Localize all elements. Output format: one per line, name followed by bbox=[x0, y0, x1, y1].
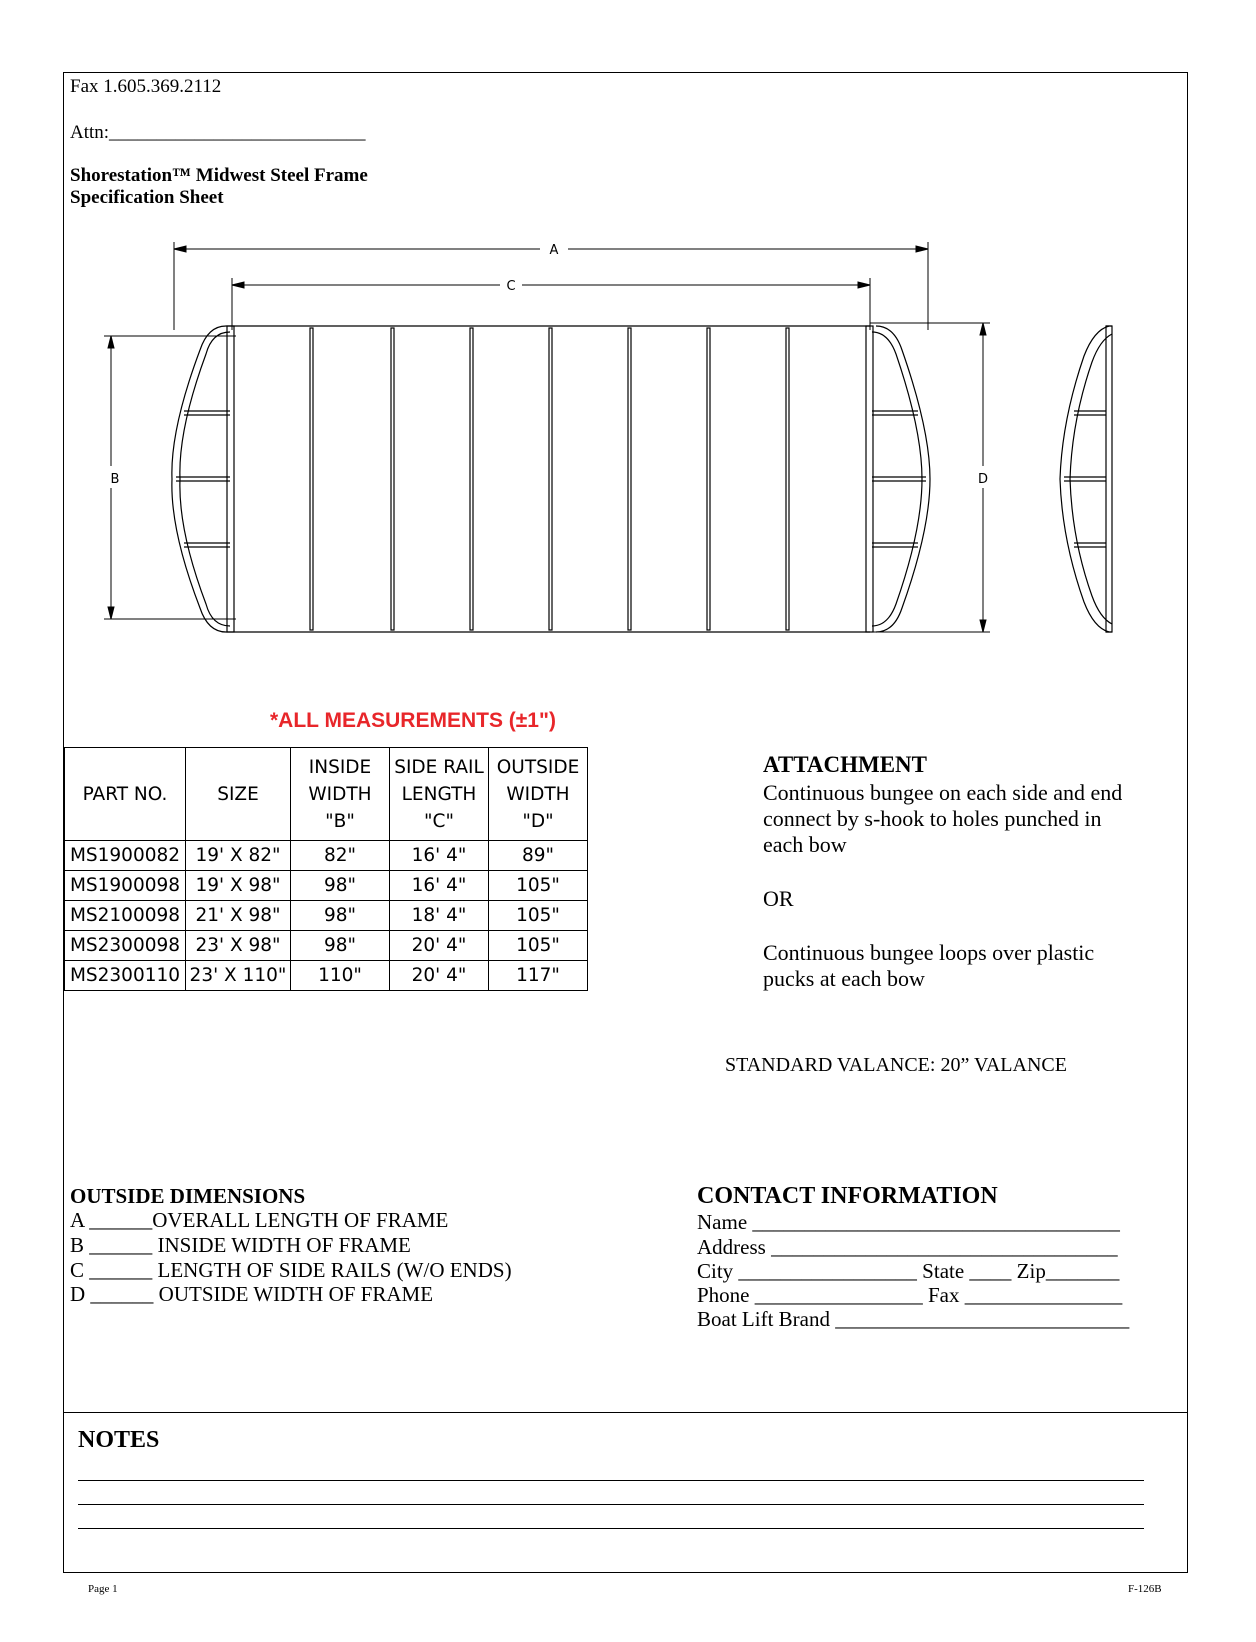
attn-field[interactable]: Attn:___________________________ bbox=[70, 122, 366, 143]
cell-outside-width: 89" bbox=[489, 841, 588, 871]
label-c: C bbox=[506, 279, 516, 294]
frame-top-view bbox=[172, 326, 930, 632]
cell-outside-width: 105" bbox=[489, 901, 588, 931]
title-line-2: Specification Sheet bbox=[70, 187, 224, 208]
cell-inside-width: 98" bbox=[291, 871, 390, 901]
dimension-c bbox=[232, 278, 870, 330]
contact-information-heading: CONTACT INFORMATION bbox=[697, 1183, 998, 1209]
form-code: F-126B bbox=[1128, 1583, 1162, 1595]
cell-side-rail-length: 18' 4" bbox=[390, 901, 489, 931]
contact-name-field[interactable]: Name ___________________________________ bbox=[697, 1210, 1120, 1234]
attachment-option-1: Continuous bungee on each side and end connect by s-hook to holes punched in each bow bbox=[763, 780, 1123, 857]
notes-line[interactable] bbox=[78, 1528, 1144, 1529]
label-d: D bbox=[977, 472, 989, 487]
cell-part-no: MS2300110 bbox=[65, 961, 186, 991]
attachment-option-2: Continuous bungee loops over plastic pucks at each bow bbox=[763, 940, 1095, 991]
col-header-side-rail-length: SIDE RAIL LENGTH "C" bbox=[390, 748, 489, 841]
cell-inside-width: 98" bbox=[291, 931, 390, 961]
measurement-tolerance-note: *ALL MEASUREMENTS (±1") bbox=[270, 709, 556, 732]
cell-size: 23' X 98" bbox=[186, 931, 291, 961]
cell-inside-width: 110" bbox=[291, 961, 390, 991]
contact-address-field[interactable]: Address _________________________________ bbox=[697, 1235, 1118, 1259]
table-row bbox=[65, 901, 588, 931]
notes-line[interactable] bbox=[78, 1480, 1144, 1481]
outside-dimensions-heading: OUTSIDE DIMENSIONS bbox=[70, 1184, 306, 1208]
cell-side-rail-length: 16' 4" bbox=[390, 871, 489, 901]
fax-number: Fax 1.605.369.2112 bbox=[70, 76, 222, 97]
cell-inside-width: 98" bbox=[291, 901, 390, 931]
title-line-1: Shorestation™ Midwest Steel Frame bbox=[70, 165, 368, 186]
page-number: Page 1 bbox=[88, 1583, 118, 1595]
spec-table bbox=[64, 747, 588, 991]
col-header-size: SIZE bbox=[186, 748, 291, 841]
notes-divider bbox=[63, 1412, 1188, 1413]
dimension-field-c[interactable]: C ______ LENGTH OF SIDE RAILS (W/O ENDS) bbox=[70, 1258, 512, 1282]
cell-outside-width: 117" bbox=[489, 961, 588, 991]
cell-size: 23' X 110" bbox=[186, 961, 291, 991]
contact-city-state-zip-field[interactable]: City _________________ State ____ Zip_______ bbox=[697, 1259, 1120, 1283]
cell-part-no: MS1900082 bbox=[65, 841, 186, 871]
cell-side-rail-length: 16' 4" bbox=[390, 841, 489, 871]
col-header-inside-width: INSIDE WIDTH "B" bbox=[291, 748, 390, 841]
dimension-field-a[interactable]: A ______OVERALL LENGTH OF FRAME bbox=[70, 1208, 449, 1232]
table-header-row bbox=[65, 748, 588, 841]
frame-drawing bbox=[0, 0, 1256, 700]
cell-outside-width: 105" bbox=[489, 871, 588, 901]
attachment-or: OR bbox=[763, 886, 794, 911]
cell-size: 19' X 98" bbox=[186, 871, 291, 901]
col-header-part-no: PART NO. bbox=[65, 748, 186, 841]
cell-inside-width: 82" bbox=[291, 841, 390, 871]
table-row bbox=[65, 871, 588, 901]
dimension-field-b[interactable]: B ______ INSIDE WIDTH OF FRAME bbox=[70, 1233, 411, 1257]
label-b: B bbox=[110, 472, 120, 487]
cell-side-rail-length: 20' 4" bbox=[390, 961, 489, 991]
notes-heading: NOTES bbox=[78, 1427, 160, 1453]
dimension-field-d[interactable]: D ______ OUTSIDE WIDTH OF FRAME bbox=[70, 1282, 434, 1306]
table-row bbox=[65, 931, 588, 961]
cell-part-no: MS1900098 bbox=[65, 871, 186, 901]
attachment-heading: ATTACHMENT bbox=[763, 752, 927, 777]
cell-size: 19' X 82" bbox=[186, 841, 291, 871]
notes-line[interactable] bbox=[78, 1504, 1144, 1505]
cell-side-rail-length: 20' 4" bbox=[390, 931, 489, 961]
col-header-outside-width: OUTSIDE WIDTH "D" bbox=[489, 748, 588, 841]
table-row bbox=[65, 841, 588, 871]
contact-phone-fax-field[interactable]: Phone ________________ Fax _______________ bbox=[697, 1283, 1123, 1307]
cell-part-no: MS2300098 bbox=[65, 931, 186, 961]
frame-end-view bbox=[1060, 326, 1112, 632]
table-row bbox=[65, 961, 588, 991]
cell-size: 21' X 98" bbox=[186, 901, 291, 931]
cell-part-no: MS2100098 bbox=[65, 901, 186, 931]
contact-boat-lift-brand-field[interactable]: Boat Lift Brand ____________________________ bbox=[697, 1307, 1130, 1331]
label-a: A bbox=[549, 243, 559, 258]
cell-outside-width: 105" bbox=[489, 931, 588, 961]
dimension-a bbox=[174, 242, 928, 330]
standard-valance: STANDARD VALANCE: 20” VALANCE bbox=[725, 1054, 1067, 1076]
